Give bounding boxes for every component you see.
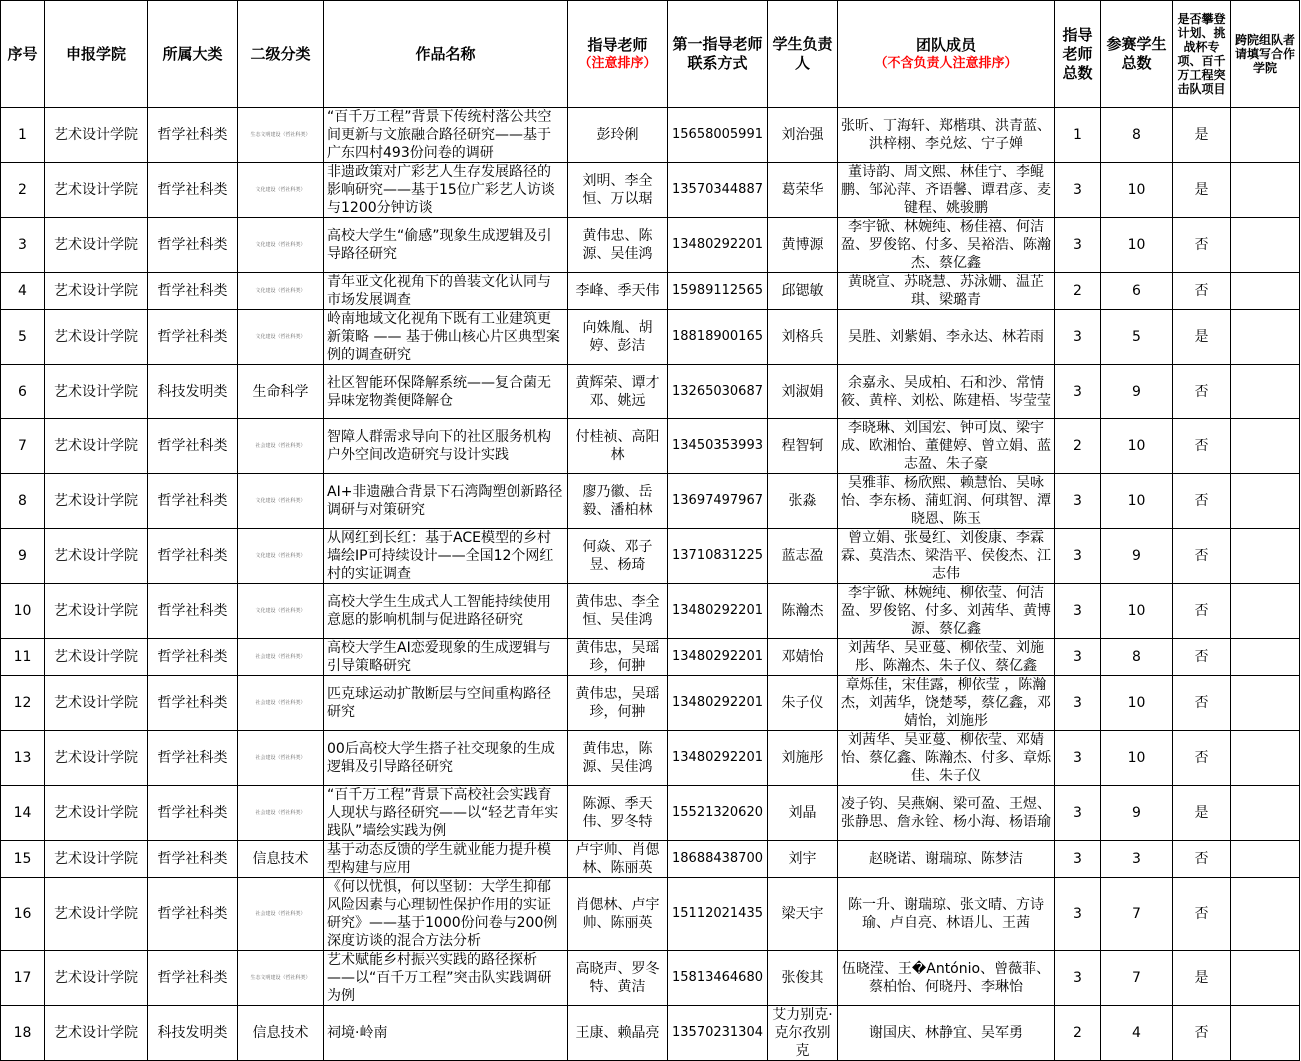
cell-members: 李晓琳、刘国宏、钟可岚、梁宇成、欧湘怡、董健婷、曾立娟、蓝志盈、朱子豪: [838, 419, 1055, 474]
header-student-total: 参赛学生总数: [1101, 1, 1173, 108]
cell-category: 哲学社科类: [148, 731, 238, 786]
cell-seq: 10: [1, 584, 45, 639]
cell-category: 哲学社科类: [148, 218, 238, 273]
cell-special-project: 否: [1173, 218, 1231, 273]
table-row: [1, 365, 1300, 419]
cell-phone: 13570231304: [668, 1006, 768, 1061]
cell-seq: 13: [1, 731, 45, 786]
cell-title: 00后高校大学生搭子社交现象的生成逻辑及引导路径研究: [324, 731, 568, 786]
cell-leader: 朱子仪: [768, 676, 838, 731]
cell-advisor: 王康、赖晶亮: [568, 1006, 668, 1061]
table-row: [1, 419, 1300, 474]
cell-category: 哲学社科类: [148, 310, 238, 365]
cell-student-total: 10: [1101, 163, 1173, 218]
cell-seq: 12: [1, 676, 45, 731]
cell-advisor-total: 2: [1055, 1006, 1101, 1061]
cell-student-total: 8: [1101, 639, 1173, 676]
cell-subcategory: 社会建设（哲社科类）: [238, 419, 324, 474]
cell-category: 哲学社科类: [148, 108, 238, 163]
cell-special-project: 否: [1173, 419, 1231, 474]
cell-college: 艺术设计学院: [45, 584, 148, 639]
cell-phone: 13697497967: [668, 474, 768, 529]
cell-student-total: 8: [1101, 108, 1173, 163]
cell-leader: 刘施彤: [768, 731, 838, 786]
cell-title: 《何以忧惧，何以坚韧：大学生抑郁风险因素与心理韧性保护作用的实证研究》——基于1000份问卷与200例深度访谈的混合方法分析: [324, 878, 568, 951]
cell-leader: 葛荣华: [768, 163, 838, 218]
cell-members: 伍晓滢、王�António、曾薇菲、蔡柏怡、何晓丹、李琳怡: [838, 951, 1055, 1006]
cell-category: 哲学社科类: [148, 676, 238, 731]
header-row: [1, 1, 1300, 108]
table-row: [1, 108, 1300, 163]
header-category: 所属大类: [148, 1, 238, 108]
cell-phone: 13710831225: [668, 529, 768, 584]
table-row: [1, 529, 1300, 584]
cell-college: 艺术设计学院: [45, 639, 148, 676]
cell-category: 哲学社科类: [148, 163, 238, 218]
cell-seq: 14: [1, 786, 45, 841]
cell-college: 艺术设计学院: [45, 474, 148, 529]
cell-advisor-total: 3: [1055, 676, 1101, 731]
cell-members: 谢国庆、林静宜、吴军勇: [838, 1006, 1055, 1061]
cell-college: 艺术设计学院: [45, 841, 148, 878]
cell-leader: 刘晶: [768, 786, 838, 841]
cell-cross-college: [1231, 419, 1300, 474]
cell-advisor: 黄伟忠、陈源、吴佳鸿: [568, 218, 668, 273]
cell-special-project: 否: [1173, 1006, 1231, 1061]
cell-leader: 刘治强: [768, 108, 838, 163]
cell-advisor-total: 3: [1055, 786, 1101, 841]
table-row: [1, 786, 1300, 841]
cell-phone: 18688438700: [668, 841, 768, 878]
cell-title: 社区智能环保降解系统——复合菌无异味宠物粪便降解仓: [324, 365, 568, 419]
cell-title: “百千万工程”背景下传统村落公共空间更新与文旅融合路径研究——基于广东四村493份问卷的调研: [324, 108, 568, 163]
cell-college: 艺术设计学院: [45, 676, 148, 731]
cell-cross-college: [1231, 1006, 1300, 1061]
cell-student-total: 5: [1101, 310, 1173, 365]
cell-members: 吴胜、刘紫娟、李永达、林若雨: [838, 310, 1055, 365]
cell-members: 刘茜华、吴亚蔓、柳依莹、刘施彤、陈瀚杰、朱子仪、蔡亿鑫: [838, 639, 1055, 676]
cell-advisor-total: 2: [1055, 419, 1101, 474]
cell-category: 哲学社科类: [148, 529, 238, 584]
cell-college: 艺术设计学院: [45, 163, 148, 218]
header-advisor: [568, 1, 668, 108]
cell-phone: 13480292201: [668, 676, 768, 731]
header-advisor-total: 指导老师总数: [1055, 1, 1101, 108]
cell-advisor: 刘明、李全恒、万以琚: [568, 163, 668, 218]
cell-subcategory: 社会建设（哲社科类）: [238, 676, 324, 731]
cell-cross-college: [1231, 951, 1300, 1006]
cell-title: 祠境·岭南: [324, 1006, 568, 1061]
cell-category: 哲学社科类: [148, 639, 238, 676]
cell-leader: 陈瀚杰: [768, 584, 838, 639]
cell-student-total: 6: [1101, 273, 1173, 310]
cell-leader: 张淼: [768, 474, 838, 529]
cell-seq: 15: [1, 841, 45, 878]
cell-special-project: 否: [1173, 639, 1231, 676]
cell-leader: 黄博源: [768, 218, 838, 273]
cell-members: 曾立娟、张曼红、刘俊康、李霖霖、莫浩杰、梁浩平、侯俊杰、江志伟: [838, 529, 1055, 584]
cell-advisor-total: 3: [1055, 163, 1101, 218]
header-phone: 第一指导老师联系方式: [668, 1, 768, 108]
cell-phone: 15989112565: [668, 273, 768, 310]
cell-advisor: 廖乃徽、岳毅、潘柏林: [568, 474, 668, 529]
cell-student-total: 9: [1101, 529, 1173, 584]
cell-student-total: 7: [1101, 878, 1173, 951]
table-row: [1, 878, 1300, 951]
cell-subcategory: 文化建设（哲社科类）: [238, 163, 324, 218]
cell-subcategory: 文化建设（哲社科类）: [238, 474, 324, 529]
cell-cross-college: [1231, 731, 1300, 786]
cell-subcategory: 生命科学: [238, 365, 324, 419]
cell-cross-college: [1231, 676, 1300, 731]
cell-subcategory: 社会建设（哲社科类）: [238, 731, 324, 786]
header-advisor-note: （注意排序）: [578, 56, 657, 71]
cell-category: 哲学社科类: [148, 786, 238, 841]
cell-phone: 13480292201: [668, 584, 768, 639]
cell-advisor-total: 3: [1055, 310, 1101, 365]
cell-advisor: 黄伟忠，陈源、吴佳鸿: [568, 731, 668, 786]
cell-advisor-total: 3: [1055, 529, 1101, 584]
cell-category: 哲学社科类: [148, 273, 238, 310]
cell-cross-college: [1231, 529, 1300, 584]
header-members-note: （不含负责人注意排序）: [874, 56, 1018, 71]
header-seq: 序号: [1, 1, 45, 108]
cell-student-total: 10: [1101, 419, 1173, 474]
cell-seq: 8: [1, 474, 45, 529]
cell-category: 哲学社科类: [148, 841, 238, 878]
header-advisor-label: 指导老师: [587, 36, 648, 54]
cell-title: 青年亚文化视角下的兽装文化认同与市场发展调查: [324, 273, 568, 310]
header-cross-college: 跨院组队者请填写合作学院: [1231, 1, 1300, 108]
table-row: [1, 731, 1300, 786]
cell-title: 艺术赋能乡村振兴实践的路径探析——以“百千万工程”突击队实践调研为例: [324, 951, 568, 1006]
cell-advisor-total: 2: [1055, 273, 1101, 310]
cell-student-total: 10: [1101, 731, 1173, 786]
cell-title: “百千万工程”背景下高校社会实践育人现状与路径研究——以“轻艺青年实践队”墙绘实践为例: [324, 786, 568, 841]
cell-subcategory: 文化建设（哲社科类）: [238, 218, 324, 273]
table-row: [1, 639, 1300, 676]
cell-members: 章烁佳，宋佳露，柳依莹 ，陈瀚杰，刘茜华，饶楚琴，蔡亿鑫，邓婧怡，刘施彤: [838, 676, 1055, 731]
cell-special-project: 否: [1173, 273, 1231, 310]
cell-advisor-total: 3: [1055, 878, 1101, 951]
cell-advisor-total: 3: [1055, 841, 1101, 878]
cell-cross-college: [1231, 841, 1300, 878]
cell-student-total: 3: [1101, 841, 1173, 878]
cell-title: 非遗政策对广彩艺人生存发展路径的影响研究——基于15位广彩艺人访谈与1200分钟访谈: [324, 163, 568, 218]
table-row: [1, 676, 1300, 731]
cell-members: 董诗韵、周文熙、林佳宁、李鲲鹏、邹沁萍、齐语馨、谭君彦、麦键程、姚骏鹏: [838, 163, 1055, 218]
cell-college: 艺术设计学院: [45, 878, 148, 951]
table-row: [1, 584, 1300, 639]
cell-advisor: 向姝胤、胡婷、彭洁: [568, 310, 668, 365]
cell-leader: 邱锶敏: [768, 273, 838, 310]
cell-subcategory: 信息技术: [238, 841, 324, 878]
header-members: [838, 1, 1055, 108]
cell-subcategory: 生态文明建设（哲社科类）: [238, 951, 324, 1006]
table-body: [1, 108, 1300, 1061]
cell-cross-college: [1231, 273, 1300, 310]
table-row: [1, 218, 1300, 273]
cell-special-project: 否: [1173, 676, 1231, 731]
cell-advisor: 黄辉荣、谭才邓、姚远: [568, 365, 668, 419]
cell-advisor: 陈源、季天伟、罗冬特: [568, 786, 668, 841]
cell-advisor-total: 3: [1055, 951, 1101, 1006]
header-leader: 学生负责人: [768, 1, 838, 108]
cell-leader: 邓婧怡: [768, 639, 838, 676]
cell-title: AI+非遗融合背景下石湾陶塑创新路径调研与对策研究: [324, 474, 568, 529]
cell-seq: 9: [1, 529, 45, 584]
cell-seq: 2: [1, 163, 45, 218]
cell-advisor: 卢宇帅、肖偲林、陈丽英: [568, 841, 668, 878]
cell-phone: 13450353993: [668, 419, 768, 474]
cell-leader: 程智轲: [768, 419, 838, 474]
cell-subcategory: 文化建设（哲社科类）: [238, 310, 324, 365]
cell-advisor: 高晓声、罗冬特、黄洁: [568, 951, 668, 1006]
cell-title: 基于动态反馈的学生就业能力提升模型构建与应用: [324, 841, 568, 878]
cell-category: 科技发明类: [148, 1006, 238, 1061]
cell-advisor-total: 3: [1055, 731, 1101, 786]
cell-special-project: 是: [1173, 163, 1231, 218]
cell-cross-college: [1231, 310, 1300, 365]
header-title: 作品名称: [324, 1, 568, 108]
cell-advisor-total: 3: [1055, 584, 1101, 639]
cell-leader: 刘宇: [768, 841, 838, 878]
cell-phone: 13480292201: [668, 731, 768, 786]
cell-leader: 梁天宇: [768, 878, 838, 951]
cell-college: 艺术设计学院: [45, 951, 148, 1006]
cell-cross-college: [1231, 474, 1300, 529]
cell-category: 哲学社科类: [148, 419, 238, 474]
cell-advisor-total: 3: [1055, 474, 1101, 529]
cell-phone: 13570344887: [668, 163, 768, 218]
cell-advisor: 付桂祯、高阳林: [568, 419, 668, 474]
cell-advisor: 何焱、邓子昱、杨琦: [568, 529, 668, 584]
cell-phone: 13265030687: [668, 365, 768, 419]
cell-subcategory: 信息技术: [238, 1006, 324, 1061]
cell-subcategory: 社会建设（哲社科类）: [238, 878, 324, 951]
cell-leader: 艾力别克·克尔孜别克: [768, 1006, 838, 1061]
cell-leader: 刘淑娟: [768, 365, 838, 419]
cell-college: 艺术设计学院: [45, 218, 148, 273]
cell-leader: 张俊其: [768, 951, 838, 1006]
cell-leader: 蓝志盈: [768, 529, 838, 584]
cell-student-total: 7: [1101, 951, 1173, 1006]
cell-cross-college: [1231, 639, 1300, 676]
header-college: 申报学院: [45, 1, 148, 108]
cell-student-total: 10: [1101, 676, 1173, 731]
cell-seq: 7: [1, 419, 45, 474]
cell-college: 艺术设计学院: [45, 786, 148, 841]
cell-student-total: 9: [1101, 786, 1173, 841]
cell-college: 艺术设计学院: [45, 1006, 148, 1061]
cell-subcategory: 文化建设（哲社科类）: [238, 529, 324, 584]
cell-advisor: 黄伟忠，吴瑶珍，何翀: [568, 639, 668, 676]
cell-subcategory: 生态文明建设（哲社科类）: [238, 108, 324, 163]
cell-special-project: 否: [1173, 584, 1231, 639]
cell-phone: 18818900165: [668, 310, 768, 365]
cell-leader: 刘格兵: [768, 310, 838, 365]
cell-college: 艺术设计学院: [45, 529, 148, 584]
cell-special-project: 是: [1173, 108, 1231, 163]
cell-subcategory: 社会建设（哲社科类）: [238, 786, 324, 841]
cell-cross-college: [1231, 786, 1300, 841]
cell-college: 艺术设计学院: [45, 108, 148, 163]
cell-seq: 17: [1, 951, 45, 1006]
cell-advisor: 肖偲林、卢宇帅、陈丽英: [568, 878, 668, 951]
cell-special-project: 否: [1173, 841, 1231, 878]
cell-phone: 15521320620: [668, 786, 768, 841]
cell-phone: 13480292201: [668, 639, 768, 676]
cell-cross-college: [1231, 365, 1300, 419]
cell-student-total: 4: [1101, 1006, 1173, 1061]
cell-special-project: 是: [1173, 786, 1231, 841]
cell-members: 赵晓诺、谢瑞琼、陈梦洁: [838, 841, 1055, 878]
cell-student-total: 10: [1101, 584, 1173, 639]
cell-college: 艺术设计学院: [45, 365, 148, 419]
cell-members: 黄晓宣、苏晓慧、苏泳姗、温芷琪、梁璐青: [838, 273, 1055, 310]
cell-phone: 15112021435: [668, 878, 768, 951]
header-special-project: 是否攀登计划、挑战杯专项、百千万工程突击队项目: [1173, 1, 1231, 108]
cell-seq: 18: [1, 1006, 45, 1061]
cell-cross-college: [1231, 108, 1300, 163]
cell-seq: 16: [1, 878, 45, 951]
cell-title: 智障人群需求导向下的社区服务机构户外空间改造研究与设计实践: [324, 419, 568, 474]
table-row: [1, 951, 1300, 1006]
cell-seq: 5: [1, 310, 45, 365]
cell-special-project: 否: [1173, 878, 1231, 951]
cell-title: 岭南地域文化视角下既有工业建筑更新策略 —— 基于佛山核心片区典型案例的调查研究: [324, 310, 568, 365]
cell-college: 艺术设计学院: [45, 273, 148, 310]
cell-seq: 3: [1, 218, 45, 273]
cell-members: 陈一升、谢瑞琼、张文晴、方诗瑜、卢自亮、林语儿、王茜: [838, 878, 1055, 951]
cell-subcategory: 文化建设（哲社科类）: [238, 273, 324, 310]
cell-special-project: 否: [1173, 365, 1231, 419]
cell-special-project: 否: [1173, 474, 1231, 529]
cell-phone: 13480292201: [668, 218, 768, 273]
table-row: [1, 163, 1300, 218]
cell-title: 高校大学生AI恋爱现象的生成逻辑与引导策略研究: [324, 639, 568, 676]
cell-advisor: 李峰、季天伟: [568, 273, 668, 310]
cell-members: 李宇锨、林婉纯、杨佳禧、何洁盈、罗俊铭、付多、吴裕浩、陈瀚杰、蔡亿鑫: [838, 218, 1055, 273]
cell-special-project: 是: [1173, 951, 1231, 1006]
cell-members: 余嘉永、吴成柏、石和沙、常情筱、黄梓、刘松、陈建梧、岑莹莹: [838, 365, 1055, 419]
cell-category: 哲学社科类: [148, 951, 238, 1006]
cell-title: 高校大学生生成式人工智能持续使用意愿的影响机制与促进路径研究: [324, 584, 568, 639]
cell-college: 艺术设计学院: [45, 731, 148, 786]
cell-seq: 1: [1, 108, 45, 163]
cell-members: 凌子钧、吴燕娴、梁可盈、王煜、张静思、詹永铨、杨小海、杨语瑜: [838, 786, 1055, 841]
header-members-label: 团队成员: [915, 36, 976, 54]
cell-title: 匹克球运动扩散断层与空间重构路径研究: [324, 676, 568, 731]
cell-members: 吴雅菲、杨欣熙、赖慧怡、吴咏怡、李东杨、蒲虹润、何琪智、潭晓恩、陈玉: [838, 474, 1055, 529]
cell-members: 张昕、丁海轩、郑楷琪、洪青蓝、洪梓栩、李兑炫、宁子婵: [838, 108, 1055, 163]
cell-advisor: 黄伟忠，吴瑶珍，何翀: [568, 676, 668, 731]
cell-members: 刘茜华、吴亚蔓、柳依莹、邓婧怡、蔡亿鑫、陈瀚杰、付多、章烁佳、朱子仪: [838, 731, 1055, 786]
cell-category: 哲学社科类: [148, 584, 238, 639]
cell-student-total: 9: [1101, 365, 1173, 419]
cell-subcategory: 社会建设（哲社科类）: [238, 639, 324, 676]
cell-cross-college: [1231, 584, 1300, 639]
table-row: [1, 1006, 1300, 1061]
cell-advisor-total: 3: [1055, 218, 1101, 273]
cell-title: 高校大学生“偷感”现象生成逻辑及引导路径研究: [324, 218, 568, 273]
table-row: [1, 474, 1300, 529]
cell-college: 艺术设计学院: [45, 310, 148, 365]
cell-student-total: 10: [1101, 218, 1173, 273]
cell-advisor-total: 1: [1055, 108, 1101, 163]
cell-advisor-total: 3: [1055, 639, 1101, 676]
cell-special-project: 否: [1173, 731, 1231, 786]
cell-category: 哲学社科类: [148, 878, 238, 951]
cell-advisor-total: 3: [1055, 365, 1101, 419]
table-row: [1, 310, 1300, 365]
cell-college: 艺术设计学院: [45, 419, 148, 474]
cell-cross-college: [1231, 163, 1300, 218]
table-row: [1, 273, 1300, 310]
cell-seq: 11: [1, 639, 45, 676]
cell-student-total: 10: [1101, 474, 1173, 529]
header-subcategory: 二级分类: [238, 1, 324, 108]
cell-seq: 4: [1, 273, 45, 310]
cell-cross-college: [1231, 878, 1300, 951]
cell-cross-college: [1231, 218, 1300, 273]
cell-members: 李宇锨、林婉纯、柳依莹、何洁盈、罗俊铭、付多、刘茜华、黄博源、蔡亿鑫: [838, 584, 1055, 639]
cell-advisor: 彭玲俐: [568, 108, 668, 163]
cell-advisor: 黄伟忠、李全恒、吴佳鸿: [568, 584, 668, 639]
cell-title: 从网红到长红：基于ACE模型的乡村墙绘IP可持续设计——全国12个网红村的实证调查: [324, 529, 568, 584]
cell-phone: 15813464680: [668, 951, 768, 1006]
cell-special-project: 是: [1173, 310, 1231, 365]
cell-category: 哲学社科类: [148, 474, 238, 529]
cell-phone: 15658005991: [668, 108, 768, 163]
cell-subcategory: 文化建设（哲社科类）: [238, 584, 324, 639]
table-row: [1, 841, 1300, 878]
cell-special-project: 否: [1173, 529, 1231, 584]
cell-seq: 6: [1, 365, 45, 419]
cell-category: 科技发明类: [148, 365, 238, 419]
